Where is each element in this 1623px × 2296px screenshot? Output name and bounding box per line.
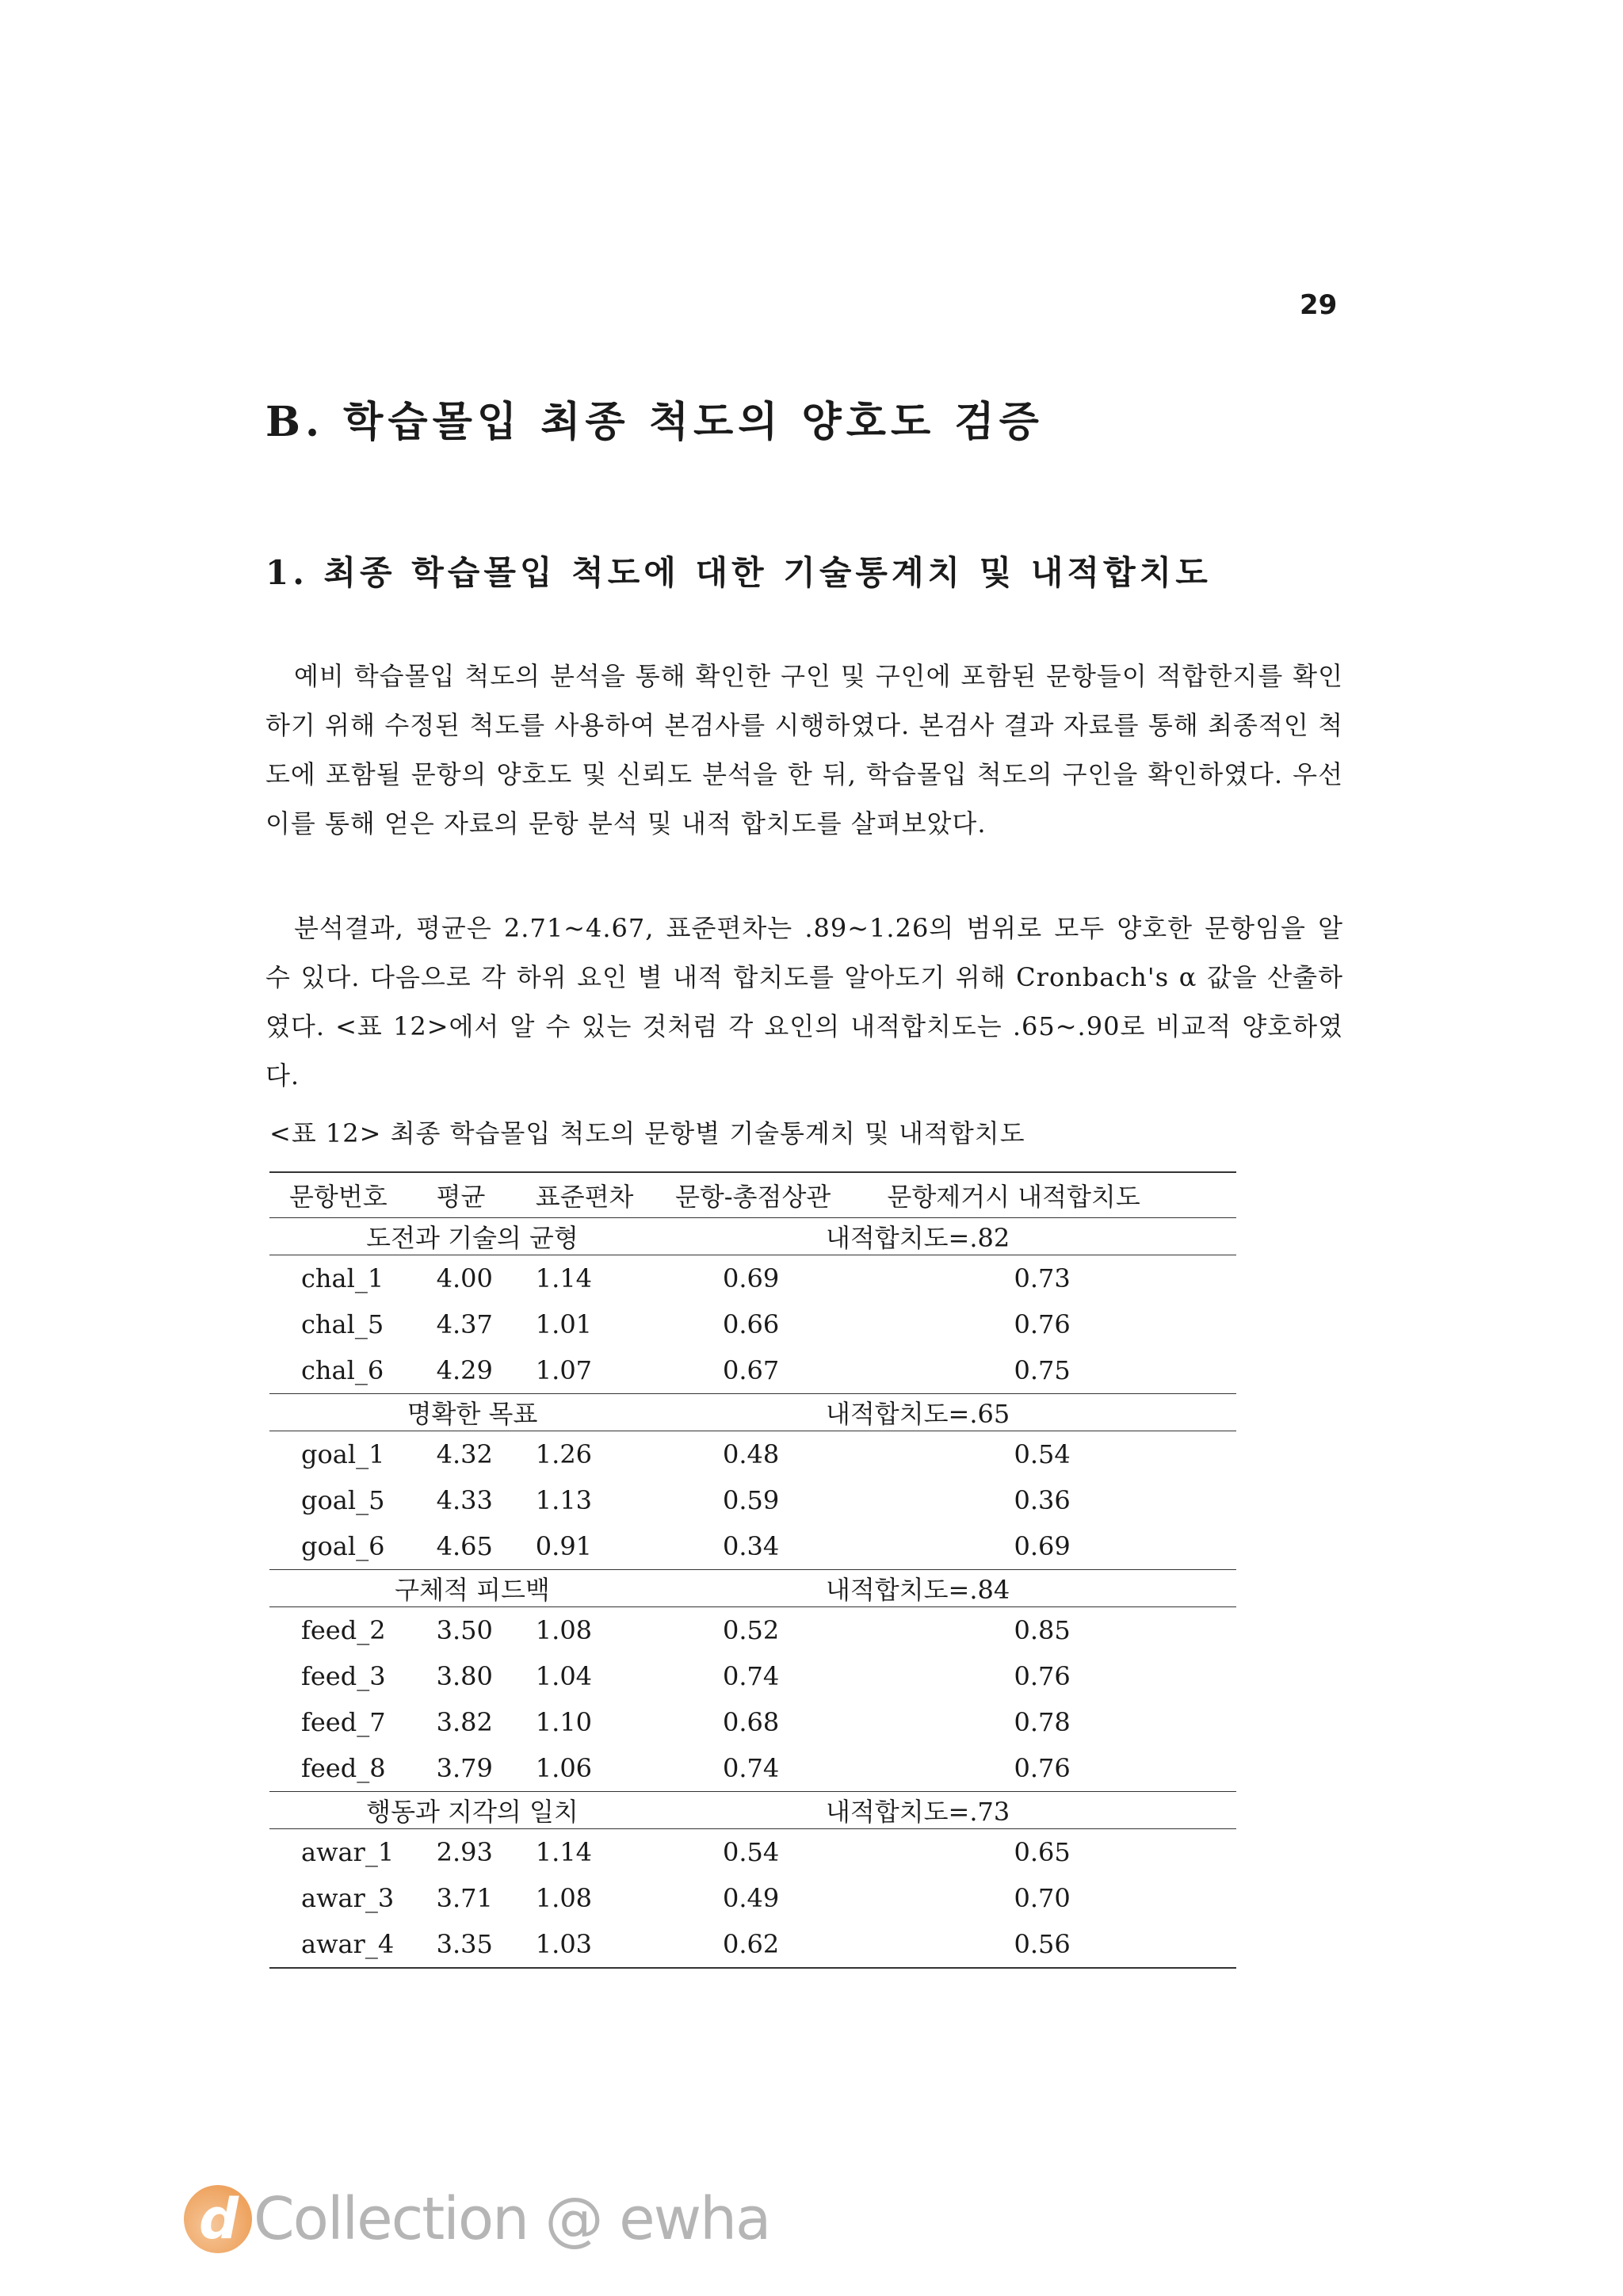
table-row [269, 1301, 1236, 1347]
cell-mean: 4.32 [436, 1439, 493, 1469]
cell-item-number: awar_1 [301, 1837, 395, 1867]
cell-sd: 1.08 [535, 1883, 593, 1913]
table-row [269, 1745, 1236, 1792]
cell-item-total-corr: 0.54 [722, 1837, 780, 1867]
dcollection-logo-text: Collection @ ewha [254, 2185, 770, 2253]
cell-item-total-corr: 0.74 [722, 1753, 780, 1783]
table-group [269, 1394, 1236, 1570]
cell-sd: 1.06 [535, 1753, 593, 1783]
table-row [269, 1829, 1236, 1876]
table-row [269, 1653, 1236, 1699]
cell-alpha-if-deleted: 0.36 [1014, 1485, 1071, 1515]
cell-alpha-if-deleted: 0.69 [1014, 1531, 1071, 1561]
cell-sd: 1.01 [535, 1309, 593, 1339]
cell-item-total-corr: 0.48 [722, 1439, 780, 1469]
cell-alpha-if-deleted: 0.54 [1014, 1439, 1071, 1469]
section-title: B. 학습몰입 최종 척도의 양호도 검증 [265, 398, 1044, 446]
cell-item-number: goal_5 [301, 1485, 385, 1515]
group-header-row [269, 1394, 1236, 1431]
cell-item-number: chal_1 [301, 1263, 384, 1293]
cell-item-number: feed_3 [301, 1661, 386, 1691]
cell-item-number: awar_4 [301, 1929, 395, 1959]
group-name: 명확한 목표 [269, 1394, 675, 1431]
cell-alpha-if-deleted: 0.76 [1014, 1753, 1071, 1783]
dcollection-logo-mark: d [184, 2185, 252, 2253]
cell-item-total-corr: 0.67 [722, 1355, 780, 1385]
cell-item-number: feed_7 [301, 1707, 386, 1737]
cell-item-total-corr: 0.34 [722, 1531, 780, 1561]
header-item-number: 문항번호 [269, 1172, 437, 1218]
cell-item-total-corr: 0.49 [722, 1883, 780, 1913]
cell-alpha-if-deleted: 0.65 [1014, 1837, 1071, 1867]
table-row [269, 1255, 1236, 1302]
table-row [269, 1921, 1236, 1968]
table-row [269, 1431, 1236, 1478]
group-name: 구체적 피드백 [269, 1570, 675, 1607]
cell-item-total-corr: 0.74 [722, 1661, 780, 1691]
cell-alpha-if-deleted: 0.85 [1014, 1615, 1071, 1645]
cell-item-total-corr: 0.59 [722, 1485, 780, 1515]
group-alpha: 내적합치도=.73 [675, 1792, 1236, 1829]
cell-sd: 1.26 [535, 1439, 593, 1469]
cell-alpha-if-deleted: 0.76 [1014, 1309, 1071, 1339]
table-group [269, 1792, 1236, 1969]
cell-alpha-if-deleted: 0.78 [1014, 1707, 1071, 1737]
cell-item-number: feed_8 [301, 1753, 386, 1783]
cell-sd: 1.03 [535, 1929, 593, 1959]
cell-sd: 1.10 [535, 1707, 593, 1737]
group-name: 도전과 기술의 균형 [269, 1218, 675, 1255]
body-paragraph-1: 예비 학습몰입 척도의 분석을 통해 확인한 구인 및 구인에 포함된 문항들이 적합한지를 확인하기 위해 수정된 척도를 사용하여 본검사를 시행하였다. 본검사 결과 자료를 통해 최종적인 척도에 포함될 문항의 양호도 및 신뢰도 분석을 한 뒤, 학습몰입 척도의 구인을 확인하였다. 우선 이를 통해 얻은 자료의 문항 분석 및 내적 합치도를 살펴보았다. [265, 661, 1343, 839]
cell-item-total-corr: 0.69 [722, 1263, 780, 1293]
cell-item-number: awar_3 [301, 1883, 395, 1913]
group-alpha: 내적합치도=.84 [675, 1570, 1236, 1607]
cell-item-number: feed_2 [301, 1615, 386, 1645]
cell-alpha-if-deleted: 0.73 [1014, 1263, 1071, 1293]
body-paragraph-2: 분석결과, 평균은 2.71~4.67, 표준편차는 .89~1.26의 범위로 모두 양호한 문항임을 알 수 있다. 다음으로 각 하위 요인 별 내적 합치도를 알아도기 위해 Cronbach's α 값을 산출하였다. <표 12>에서 알 수 있는 것처럼 각 요인의 내적합치도는 .65~.90로 비교적 양호하였다. [265, 913, 1343, 1091]
table-row [269, 1699, 1236, 1745]
cell-sd: 0.91 [535, 1531, 593, 1561]
header-sd: 표준편차 [536, 1172, 675, 1218]
page-number: 29 [1300, 289, 1338, 321]
cell-alpha-if-deleted: 0.56 [1014, 1929, 1071, 1959]
table-row [269, 1347, 1236, 1394]
cell-mean: 4.33 [436, 1485, 493, 1515]
item-statistics-table [269, 1171, 1236, 1969]
cell-mean: 2.93 [436, 1837, 493, 1867]
cell-mean: 4.00 [436, 1263, 493, 1293]
header-alpha-if-deleted: 문항제거시 내적합치도 [887, 1172, 1236, 1218]
cell-item-total-corr: 0.66 [722, 1309, 780, 1339]
table-caption: <표 12> 최종 학습몰입 척도의 문항별 기술통계치 및 내적합치도 [269, 1118, 1025, 1148]
cell-item-number: goal_6 [301, 1531, 385, 1561]
cell-sd: 1.04 [535, 1661, 593, 1691]
header-item-total-corr: 문항-총점상관 [675, 1172, 887, 1218]
group-header-row [269, 1792, 1236, 1829]
cell-mean: 3.50 [436, 1615, 493, 1645]
cell-sd: 1.14 [535, 1837, 593, 1867]
table-group [269, 1570, 1236, 1792]
table-row [269, 1607, 1236, 1654]
cell-alpha-if-deleted: 0.75 [1014, 1355, 1071, 1385]
cell-item-number: chal_5 [301, 1309, 384, 1339]
dcollection-logo [184, 2176, 769, 2263]
header-mean: 평균 [437, 1172, 536, 1218]
cell-mean: 3.80 [436, 1661, 493, 1691]
cell-sd: 1.14 [535, 1263, 593, 1293]
group-alpha: 내적합치도=.82 [675, 1218, 1236, 1255]
cell-mean: 3.82 [436, 1707, 493, 1737]
group-alpha: 내적합치도=.65 [675, 1394, 1236, 1431]
cell-item-total-corr: 0.62 [722, 1929, 780, 1959]
group-header-row [269, 1218, 1236, 1255]
table-row [269, 1875, 1236, 1921]
cell-item-number: chal_6 [301, 1355, 384, 1385]
table-header-row [269, 1172, 1236, 1218]
cell-mean: 3.71 [436, 1883, 493, 1913]
table-row [269, 1523, 1236, 1570]
table-group [269, 1218, 1236, 1394]
cell-sd: 1.07 [535, 1355, 593, 1385]
group-header-row [269, 1570, 1236, 1607]
cell-alpha-if-deleted: 0.76 [1014, 1661, 1071, 1691]
cell-item-total-corr: 0.52 [722, 1615, 780, 1645]
cell-mean: 4.65 [436, 1531, 493, 1561]
cell-mean: 3.35 [436, 1929, 493, 1959]
table-row [269, 1477, 1236, 1523]
cell-mean: 4.37 [436, 1309, 493, 1339]
cell-item-total-corr: 0.68 [722, 1707, 780, 1737]
cell-mean: 3.79 [436, 1753, 493, 1783]
cell-sd: 1.08 [535, 1615, 593, 1645]
cell-sd: 1.13 [535, 1485, 593, 1515]
subsection-title: 1. 최종 학습몰입 척도에 대한 기술통계치 및 내적합치도 [265, 553, 1212, 592]
cell-item-number: goal_1 [301, 1439, 385, 1469]
group-name: 행동과 지각의 일치 [269, 1792, 675, 1829]
cell-alpha-if-deleted: 0.70 [1014, 1883, 1071, 1913]
cell-mean: 4.29 [436, 1355, 493, 1385]
